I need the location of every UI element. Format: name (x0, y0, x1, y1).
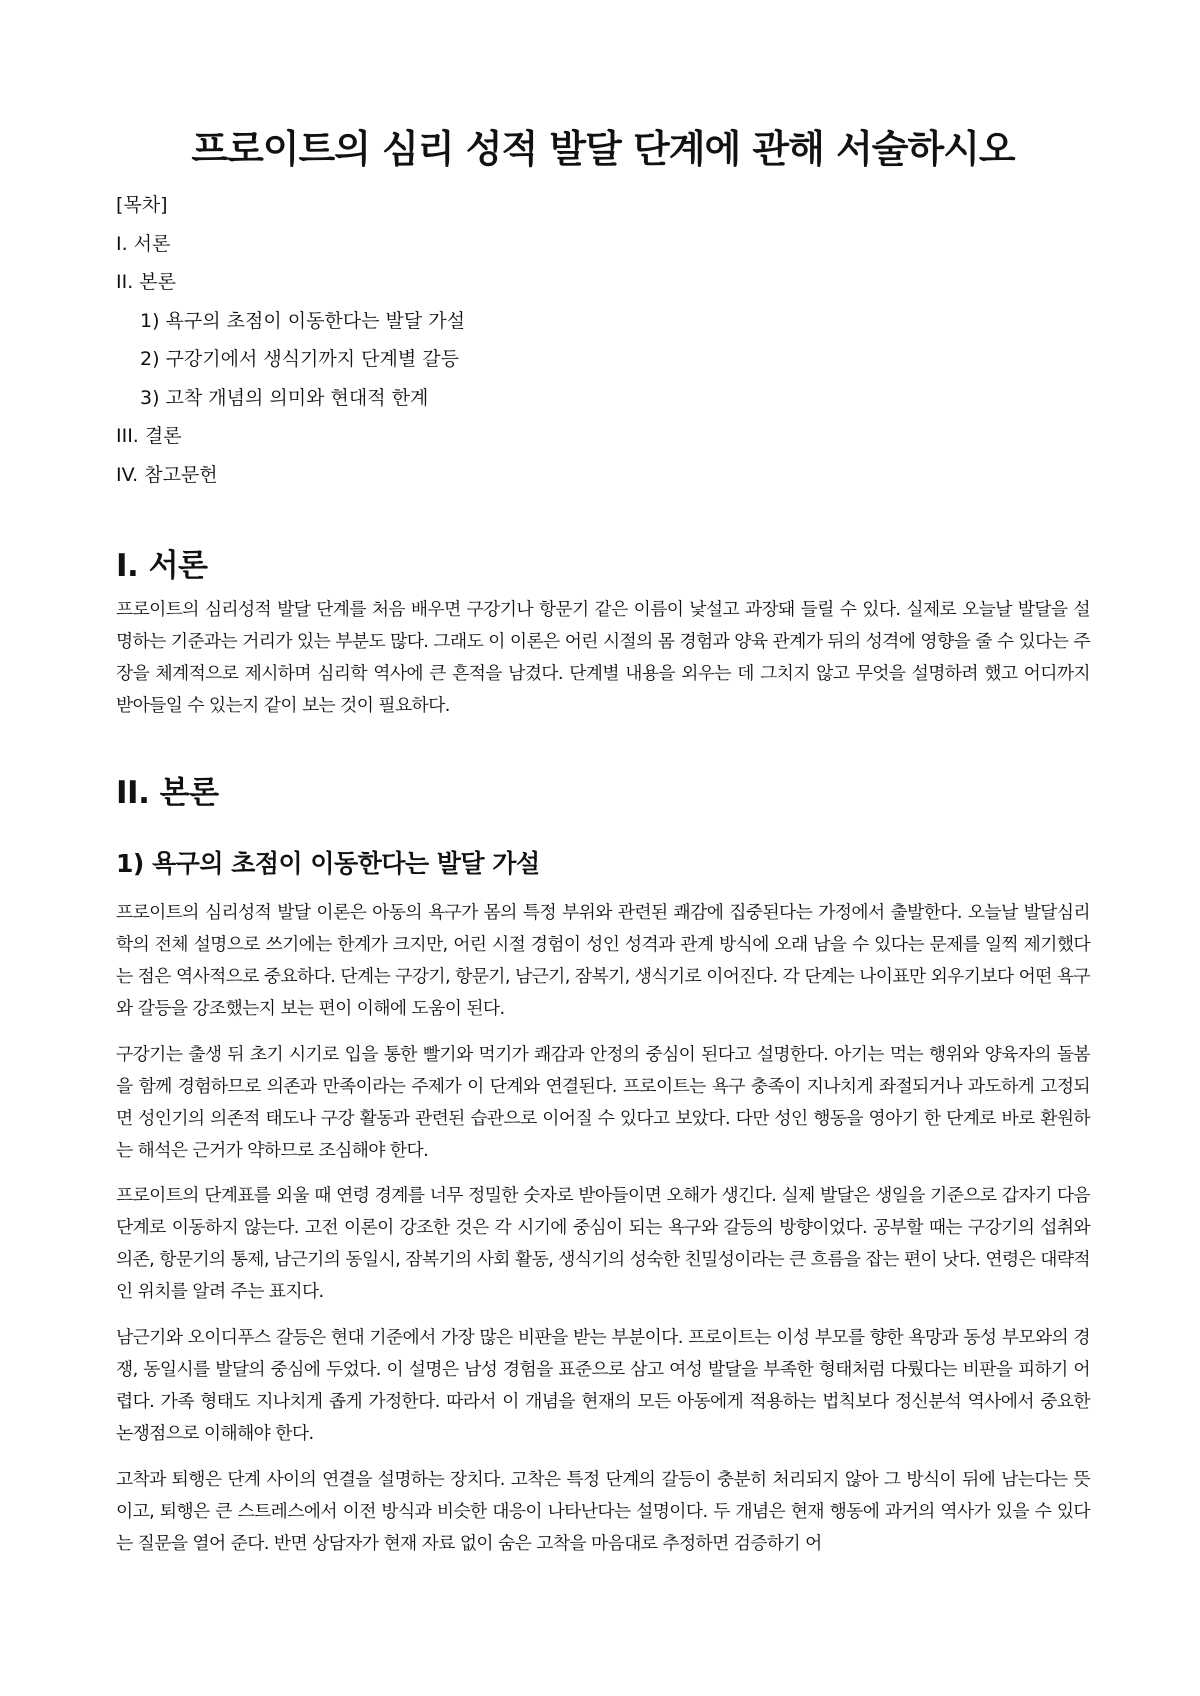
intro-paragraph: 프로이트의 심리성적 발달 단계를 처음 배우면 구강기나 항문기 같은 이름이 낯설고 과장돼 들릴 수 있다. 실제로 오늘날 발달을 설명하는 기준과는 거리가 있는 부분도 많다. 그래도 이 이론은 어린 시절의 몸 경험과 양육 관계가 뒤의 성격에 영향을 줄 수 있다는 주장을 체계적으로 제시하며 심리학 역사에 큰 흔적을 남겼다. 단계별 내용을 외우는 데 그치지 않고 무엇을 설명하려 했고 어디까지 받아들일 수 있는지 같이 보는 것이 필요하다. (116, 599, 1090, 716)
table-of-contents (116, 192, 1090, 500)
subsection-heading: 1) 욕구의 초점이 이동한다는 발달 가설 (116, 849, 540, 878)
toc-item: 1) 욕구의 초점이 이동한다는 발달 가설 (140, 309, 466, 332)
body-paragraph: 프로이트의 심리성적 발달 이론은 아동의 욕구가 몸의 특정 부위와 관련된 쾌감에 집중된다는 가정에서 출발한다. 오늘날 발달심리학의 전체 설명으로 쓰기에는 한계가 크지만, 어린 시절 경험이 성인 성격과 관계 방식에 오래 남을 수 있다는 문제를 일찍 제기했다는 점은 역사적으로 중요하다. 단계는 구강기, 항문기, 남근기, 잠복기, 생식기로 이어진다. 각 단계는 나이표만 외우기보다 어떤 욕구와 갈등을 강조했는지 보는 편이 이해에 도움이 된다. (116, 902, 1090, 1019)
toc-heading: [목차] (116, 194, 168, 216)
section-heading-body: II. 본론 (116, 775, 219, 811)
toc-item: 2) 구강기에서 생식기까지 단계별 갈등 (140, 348, 459, 370)
document-title: 프로이트의 심리 성적 발달 단계에 관해 서술하시오 (191, 127, 1015, 171)
section-heading-intro: I. 서론 (116, 548, 208, 584)
toc-item: I. 서론 (116, 232, 171, 255)
toc-item: IV. 참고문헌 (116, 463, 218, 486)
body-paragraph: 프로이트의 단계표를 외울 때 연령 경계를 너무 정밀한 숫자로 받아들이면 오해가 생긴다. 실제 발달은 생일을 기준으로 갑자기 다음 단계로 이동하지 않는다. 고전 이론이 강조한 것은 각 시기에 중심이 되는 욕구와 갈등의 방향이었다. 공부할 때는 구강기의 섭취와 의존, 항문기의 통제, 남근기의 동일시, 잠복기의 사회 활동, 생식기의 성숙한 친밀성이라는 큰 흐름을 잡는 편이 낫다. 연령은 대략적인 위치를 알려 주는 표지다. (116, 1185, 1090, 1302)
toc-item: III. 결론 (116, 425, 182, 447)
body-paragraph: 남근기와 오이디푸스 갈등은 현대 기준에서 가장 많은 비판을 받는 부분이다. 프로이트는 이성 부모를 향한 욕망과 동성 부모와의 경쟁, 동일시를 발달의 중심에 두었다. 이 설명은 남성 경험을 표준으로 삼고 여성 발달을 부족한 형태처럼 다뤘다는 비판을 피하기 어렵다. 가족 형태도 지나치게 좁게 가정한다. 따라서 이 개념을 현재의 모든 아동에게 적용하는 법칙보다 정신분석 역사에서 중요한 논쟁점으로 이해해야 한다. (116, 1327, 1090, 1444)
toc-item: 3) 고착 개념의 의미와 현대적 한계 (140, 386, 429, 409)
body-paragraph: 구강기는 출생 뒤 초기 시기로 입을 통한 빨기와 먹기가 쾌감과 안정의 중심이 된다고 설명한다. 아기는 먹는 행위와 양육자의 돌봄을 함께 경험하므로 의존과 만족이라는 주제가 이 단계와 연결된다. 프로이트는 욕구 충족이 지나치게 좌절되거나 과도하게 고정되면 성인기의 의존적 태도나 구강 활동과 관련된 습관으로 이어질 수 있다고 보았다. 다만 성인 행동을 영아기 한 단계로 바로 환원하는 해석은 근거가 약하므로 조심해야 한다. (116, 1044, 1090, 1161)
toc-item: II. 본론 (116, 271, 176, 293)
body-paragraph: 고착과 퇴행은 단계 사이의 연결을 설명하는 장치다. 고착은 특정 단계의 갈등이 충분히 처리되지 않아 그 방식이 뒤에 남는다는 뜻이고, 퇴행은 큰 스트레스에서 이전 방식과 비슷한 대응이 나타난다는 설명이다. 두 개념은 현재 행동에 과거의 역사가 있을 수 있다는 질문을 열어 준다. 반면 상담자가 현재 자료 없이 숨은 고착을 마음대로 추정하면 검증하기 어 (116, 1469, 1090, 1554)
